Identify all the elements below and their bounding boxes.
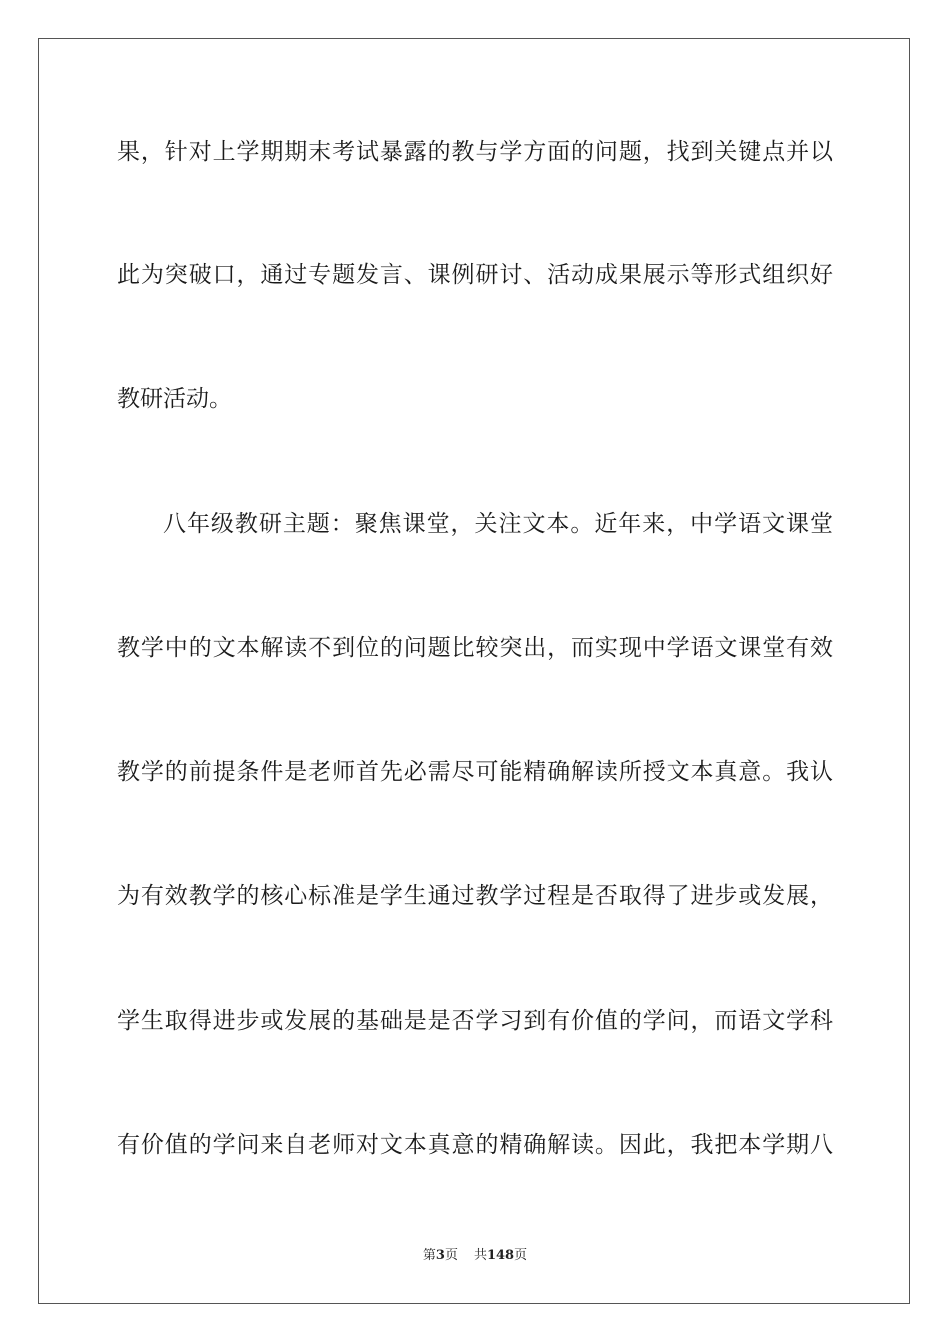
- text-line-7: 为有效教学的核心标准是学生通过教学过程是否取得了进步或发展，: [117, 883, 833, 909]
- text-line-6: 教学的前提条件是老师首先必需尽可能精确解读所授文本真意。我认: [117, 759, 833, 785]
- text-line-1: 果，针对上学期期末考试暴露的教与学方面的问题，找到关键点并以: [117, 139, 833, 165]
- total-suffix: 页: [514, 1248, 528, 1263]
- text-line-9: 有价值的学问来自老师对文本真意的精确解读。因此，我把本学期八: [117, 1132, 833, 1158]
- text-line-3: 教研活动。: [117, 386, 232, 412]
- page-number: 3: [435, 1248, 445, 1263]
- text-line-4: 八年级教研主题：聚焦课堂，关注文本。近年来，中学语文课堂: [163, 511, 833, 537]
- text-line-8: 学生取得进步或发展的基础是是否学习到有价值的学问，而语文学科: [117, 1008, 833, 1034]
- text-line-2: 此为突破口，通过专题发言、课例研讨、活动成果展示等形式组织好: [117, 262, 833, 288]
- total-pages: 148: [486, 1248, 515, 1263]
- page-prefix: 第: [422, 1248, 436, 1263]
- page-footer: [0, 1247, 950, 1265]
- page-border: [38, 38, 910, 1304]
- page-suffix: 页: [444, 1248, 458, 1263]
- total-prefix: 共: [473, 1248, 487, 1263]
- text-line-5: 教学中的文本解读不到位的问题比较突出，而实现中学语文课堂有效: [117, 635, 833, 661]
